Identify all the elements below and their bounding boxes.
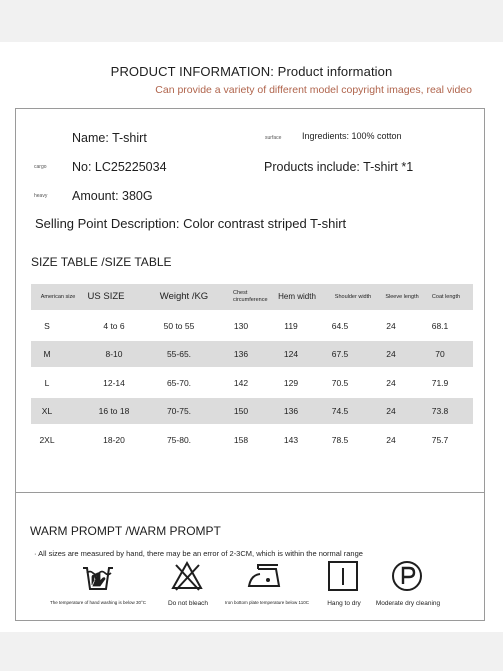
cell-us-size: 8-10: [105, 349, 123, 359]
ingredients: Ingredients: 100% cotton: [302, 131, 402, 141]
table-row: [31, 313, 473, 339]
dry-clean-icon: [390, 559, 424, 593]
dry-clean-label: Moderate dry cleaning: [375, 600, 441, 607]
cell-size: L: [44, 377, 50, 388]
product-amount: Amount: 380G: [72, 189, 153, 203]
no-bleach-icon: [170, 559, 204, 593]
cell-coat: 70: [435, 349, 445, 359]
cell-hem: 124: [283, 349, 299, 359]
cell-sleeve: 24: [386, 377, 396, 388]
hang-dry-icon: [326, 559, 360, 593]
cell-weight: 65-70.: [166, 377, 192, 388]
product-number: No: LC25225034: [72, 160, 167, 174]
heavy-tag: heavy: [34, 193, 48, 199]
hand-wash-label: The temperature of hand washing is below 30°C: [49, 600, 147, 605]
header-subtitle: Can provide a variety of different model copyright images, real video: [155, 84, 472, 96]
size-table: [31, 284, 473, 453]
cell-chest: 142: [233, 377, 249, 388]
cell-hem: 129: [283, 377, 299, 388]
cell-weight: 55-65.: [166, 349, 192, 359]
size-table-header: [31, 284, 473, 310]
cell-hem: 136: [283, 406, 299, 416]
cell-chest: 136: [233, 349, 249, 359]
cell-size: XL: [41, 406, 53, 416]
header-shoulder-width: Shoulder width: [334, 293, 372, 300]
cell-chest: 130: [233, 320, 249, 331]
header-coat-length: Coat length: [431, 293, 461, 300]
warm-prompt-note-text: All sizes are measured by hand, there may be an error of 2-3CM, which is within the normal range: [38, 549, 363, 558]
cell-shoulder: 64.5: [331, 320, 349, 331]
warm-prompt-note: · All sizes are measured by hand, there may be an error of 2-3CM, which is within the normal range: [34, 549, 363, 558]
cell-chest: 150: [233, 406, 249, 416]
cell-coat: 68.1: [431, 320, 449, 331]
header-weight: Weight /KG: [159, 291, 209, 302]
surface-tag: surface: [265, 135, 282, 141]
cell-sleeve: 24: [386, 349, 396, 359]
cell-weight: 75-80.: [166, 434, 192, 445]
header-hem-width: Hem width: [278, 292, 316, 301]
product-name: Name: T-shirt: [72, 131, 147, 145]
cell-sleeve: 24: [386, 320, 396, 331]
cell-size: 2XL: [39, 434, 55, 445]
hand-wash-icon: [81, 559, 115, 593]
header-sleeve-length: Sleeve length: [385, 293, 419, 300]
cell-us-size: 16 to 18: [98, 406, 130, 416]
cell-sleeve: 24: [386, 434, 396, 445]
cell-us-size: 12-14: [103, 377, 125, 388]
info-frame: [15, 108, 485, 621]
cell-coat: 71.9: [431, 377, 449, 388]
cell-hem: 119: [284, 320, 298, 331]
hang-dry-label: Hang to dry: [327, 600, 361, 607]
cell-shoulder: 74.5: [331, 406, 349, 416]
products-include: Products include: T-shirt *1: [264, 160, 414, 174]
cell-weight: 70-75.: [166, 406, 192, 416]
header-american-size: American size: [40, 293, 76, 300]
cell-size: M: [43, 349, 51, 359]
cell-coat: 75.7: [431, 434, 449, 445]
cell-us-size: 18-20: [103, 434, 125, 445]
cell-chest: 158: [233, 434, 249, 445]
table-row: [31, 370, 473, 396]
table-row: [31, 398, 473, 424]
cell-size: S: [44, 320, 50, 331]
table-row: [31, 427, 473, 453]
iron-icon: [246, 559, 280, 593]
header-us-size: US SIZE: [87, 291, 125, 302]
product-info-sheet: [0, 42, 503, 632]
cell-shoulder: 67.5: [331, 349, 349, 359]
cell-weight: 50 to 55: [163, 320, 195, 331]
warm-prompt-title: WARM PROMPT /WARM PROMPT: [30, 524, 221, 538]
iron-label: Iron bottom plate temperature below 110C: [225, 600, 309, 605]
cell-sleeve: 24: [386, 406, 396, 416]
table-row: [31, 341, 473, 367]
cell-shoulder: 70.5: [331, 377, 349, 388]
cell-coat: 73.8: [431, 406, 449, 416]
cargo-tag: cargo: [34, 164, 47, 170]
cell-shoulder: 78.5: [331, 434, 349, 445]
header-title: PRODUCT INFORMATION: Product information: [110, 64, 393, 79]
section-divider: [16, 492, 484, 493]
cell-us-size: 4 to 6: [103, 320, 125, 331]
header-chest: Chest circumference: [233, 290, 268, 303]
cell-hem: 143: [283, 434, 299, 445]
selling-point: Selling Point Description: Color contrast striped T-shirt: [35, 216, 347, 231]
size-table-title: SIZE TABLE /SIZE TABLE: [31, 255, 172, 269]
no-bleach-label: Do not bleach: [167, 600, 209, 607]
